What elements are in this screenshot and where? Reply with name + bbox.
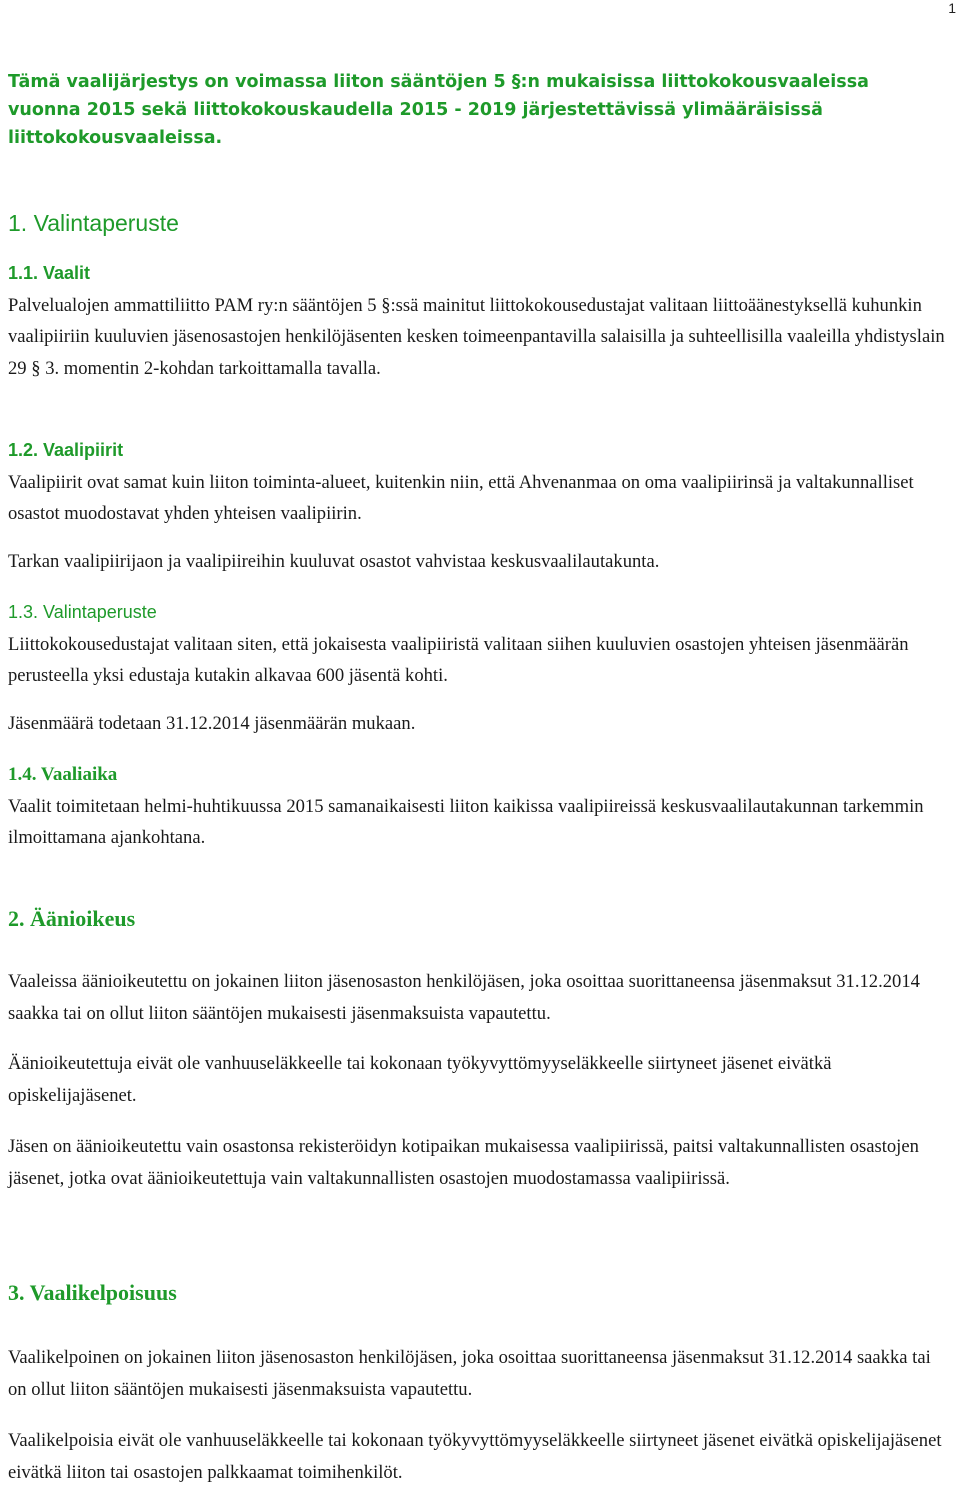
section-1-1 — [8, 258, 948, 384]
section-1-4-heading: 1.4. Vaaliaika — [8, 764, 118, 785]
section-3-heading: 3. Vaalikelpoisuus — [8, 1280, 177, 1305]
section-2-text-2: Äänioikeutettuja eivät ole vanhuuseläkkeelle tai kokonaan työkyvyttömyyseläkkeelle siirtyneet jäsenet eivätkä opiskelijajäsenet. — [8, 1053, 832, 1106]
section-1-3-text-2: Jäsenmäärä todetaan 31.12.2014 jäsenmäärän mukaan. — [8, 713, 416, 734]
section-2-heading: 2. Äänioikeus — [8, 906, 136, 931]
section-1-heading: 1. Valintaperuste — [8, 210, 179, 236]
section-1-1-heading: 1.1. Vaalit — [8, 263, 91, 283]
section-1-4-text: Vaalit toimitetaan helmi-huhtikuussa 2015 samanaikaisesti liiton kaikissa vaalipiireissä keskusvaalilautakunnan tarkemmin ilmoittamana ajankohtana. — [8, 795, 924, 848]
section-2-text-2-wrap — [8, 1048, 948, 1111]
section-1-3 — [8, 597, 948, 692]
section-1-2-text-2-wrap — [8, 546, 948, 578]
section-1-3-text-2-wrap — [8, 708, 948, 740]
section-2-text-3-wrap — [8, 1131, 948, 1194]
section-1-3-text-1: Liittokokousedustajat valitaan siten, että jokaisesta vaalipiiristä valitaan siihen kuuluvien osastojen yhteisen jäsenmäärän perusteella yksi edustaja kutakin alkavaa 600 jäsentä kohti. — [8, 633, 909, 686]
section-1-4 — [8, 759, 948, 854]
section-1-1-text: Palvelualojen ammattiliitto PAM ry:n sääntöjen 5 §:ssä mainitut liittokokousedustajat valitaan liittoäänestyksellä kuhunkin vaalipiiriin kuuluvien jäsenosastojen henkilöjäsenten kesken toimeenpantavilla salaisilla ja suhteellisilla vaaleilla yhdistyslain 29 § 3. momentin 2-kohdan tarkoittamalla tavalla. — [8, 294, 945, 379]
section-1-2-text-2: Tarkan vaalipiirijaon ja vaalipiireihin kuuluvat osastot vahvistaa keskusvaalilautakunta. — [8, 551, 660, 572]
section-1-2-text-1: Vaalipiirit ovat samat kuin liiton toiminta-alueet, kuitenkin niin, että Ahvenanmaa on oma vaalipiirinsä ja valtakunnalliset osastot muodostavat yhden yhteisen vaalipiirin. — [8, 471, 914, 524]
section-2-text-1-wrap — [8, 966, 948, 1029]
section-1-2-heading: 1.2. Vaalipiirit — [8, 440, 124, 460]
section-3-text-2: Vaalikelpoisia eivät ole vanhuuseläkkeelle tai kokonaan työkyvyttömyyseläkkeelle siirtyneet jäsenet eivätkä opiskelijajäsenet eivätkä liiton tai osastojen palkkaamat toimihenkilöt. — [8, 1430, 942, 1483]
section-1-3-heading: 1.3. Valintaperuste — [8, 602, 157, 622]
section-3-text-1: Vaalikelpoinen on jokainen liiton jäsenosaston henkilöjäsen, joka osoittaa suorittaneensa jäsenmaksut 31.12.2014 saakka tai on ollut liiton sääntöjen mukaisesti jäsenmaksuista vapautettu. — [8, 1347, 931, 1400]
intro-paragraph: Tämä vaalijärjestys on voimassa liiton sääntöjen 5 §:n mukaisissa liittokokousvaaleissa vuonna 2015 sekä liittokokouskaudella 2015 - 2019 järjestettävissä ylimääräisissä liittokokousvaaleissa. — [8, 72, 869, 148]
page-number: 1 — [948, 0, 956, 16]
section-2-text-1: Vaaleissa äänioikeutettu on jokainen liiton jäsenosaston henkilöjäsen, joka osoittaa suorittaneensa jäsenmaksut 31.12.2014 saakka tai on ollut liiton sääntöjen mukaisesti jäsenmaksuista vapautettu. — [8, 971, 920, 1024]
section-2-text-3: Jäsen on äänioikeutettu vain osastonsa rekisteröidyn kotipaikan mukaisessa vaalipiirissä, paitsi valtakunnallisten osastojen jäsenet, jotka ovat äänioikeutettuja vain valtakunnallisten osastojen muodostamassa vaalipiirissä. — [8, 1136, 919, 1189]
section-3-text-2-wrap — [8, 1425, 948, 1488]
section-3-text-1-wrap — [8, 1342, 948, 1405]
section-1-2 — [8, 435, 948, 530]
